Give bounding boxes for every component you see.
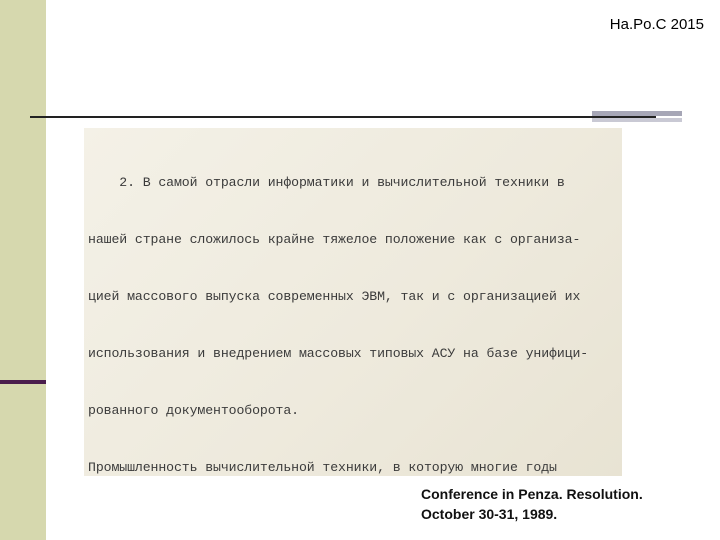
caption-line-2: October 30-31, 1989. — [421, 506, 558, 522]
image-caption — [421, 484, 643, 524]
rule-accent-block — [592, 111, 682, 116]
document-line: 2. В самой отрасли информатики и вычислительной техники в — [88, 175, 565, 190]
scanned-document-image — [84, 128, 622, 476]
left-decorative-bar — [0, 0, 46, 540]
document-line: Промышленность вычислительной техники, в которую многие годы — [88, 460, 557, 475]
document-line: рованного документооборота. — [88, 403, 299, 418]
document-line: использования и внедрением массовых типовых АСУ на базе унифици- — [88, 346, 589, 361]
horizontal-rule — [30, 116, 656, 118]
document-text — [88, 135, 616, 476]
rule-accent-block-lower — [592, 118, 682, 122]
slide-title: Ha.Po.C 2015 — [609, 16, 704, 33]
caption-line-1: Conference in Penza. Resolution. — [421, 486, 643, 502]
left-bar-accent-line — [0, 380, 46, 384]
document-line: нашей стране сложилось крайне тяжелое положение как с организа- — [88, 232, 581, 247]
document-line: цией массового выпуска современных ЭВМ, так и с организацией их — [88, 289, 581, 304]
